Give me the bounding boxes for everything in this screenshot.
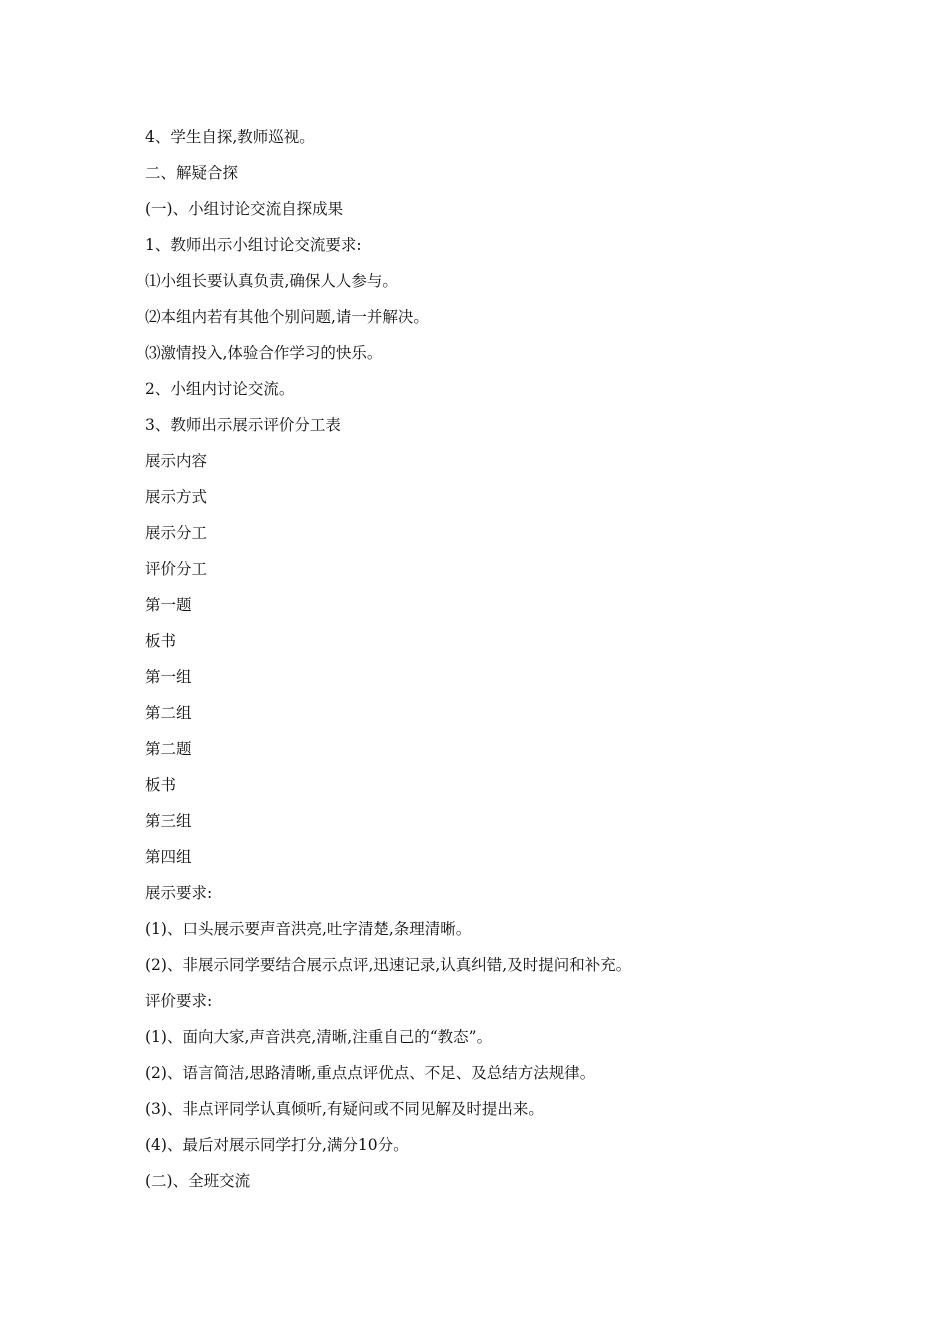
requirement-3: ⑶激情投入,体验合作学习的快乐。 <box>145 344 383 362</box>
section-2-heading: 二、解疑合探 <box>145 164 239 182</box>
table-cell-question-1: 第一题 <box>145 596 192 614</box>
show-requirements-heading: 展示要求: <box>145 884 213 902</box>
table-cell-group-3: 第三组 <box>145 812 192 830</box>
table-cell-group-1: 第一组 <box>145 668 192 686</box>
show-requirement-2: (2)、非展示同学要结合展示点评,迅速记录,认真纠错,及时提问和补充。 <box>145 956 632 974</box>
subsection-2-heading: (二)、全班交流 <box>145 1172 251 1190</box>
eval-requirement-3: (3)、非点评同学认真倾听,有疑问或不同见解及时提出来。 <box>145 1100 544 1118</box>
subsection-1-heading: (一)、小组讨论交流自探成果 <box>145 200 344 218</box>
table-cell-group-4: 第四组 <box>145 848 192 866</box>
step-4-text: 4、学生自探,教师巡视。 <box>145 128 315 146</box>
table-header-show-division: 展示分工 <box>145 524 208 542</box>
step-2-text: 2、小组内讨论交流。 <box>145 380 295 398</box>
table-cell-method-2: 板书 <box>145 776 177 794</box>
table-header-eval-division: 评价分工 <box>145 560 208 578</box>
show-requirement-1: (1)、口头展示要声音洪亮,吐字清楚,条理清晰。 <box>145 920 472 938</box>
table-cell-method-1: 板书 <box>145 632 177 650</box>
requirement-2: ⑵本组内若有其他个别问题,请一并解决。 <box>145 308 429 326</box>
step-1-text: 1、教师出示小组讨论交流要求: <box>145 236 362 254</box>
requirement-1: ⑴小组长要认真负责,确保人人参与。 <box>145 272 398 290</box>
document-body <box>145 119 845 1199</box>
eval-requirements-heading: 评价要求: <box>145 992 213 1010</box>
table-header-method: 展示方式 <box>145 488 208 506</box>
table-header-content: 展示内容 <box>145 452 208 470</box>
eval-requirement-1: (1)、面向大家,声音洪亮,清晰,注重自己的“教态”。 <box>145 1028 493 1046</box>
table-cell-group-2: 第二组 <box>145 704 192 722</box>
eval-requirement-4: (4)、最后对展示同学打分,满分10分。 <box>145 1136 409 1154</box>
table-cell-question-2: 第二题 <box>145 740 192 758</box>
eval-requirement-2: (2)、语言简洁,思路清晰,重点点评优点、不足、及总结方法规律。 <box>145 1064 596 1082</box>
step-3-text: 3、教师出示展示评价分工表 <box>145 416 341 434</box>
